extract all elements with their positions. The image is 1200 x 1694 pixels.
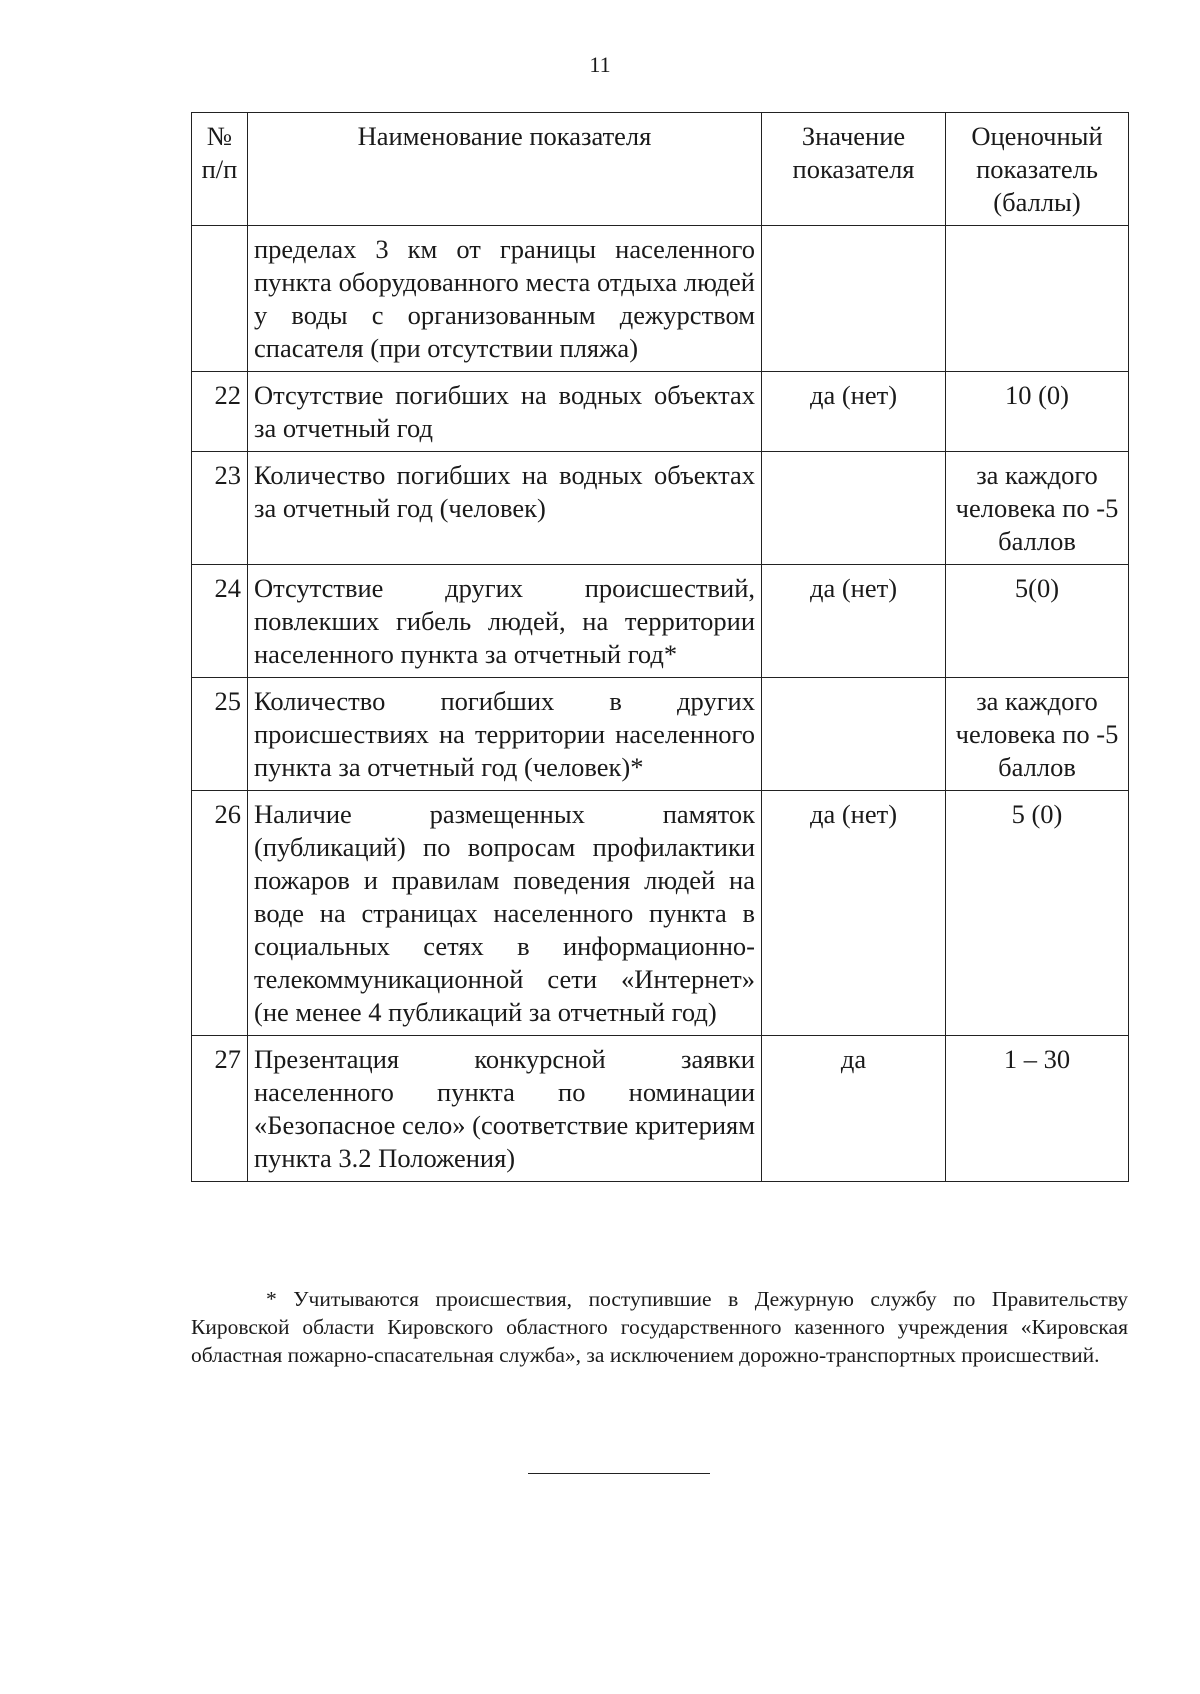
row-score: 1 – 30 <box>946 1036 1129 1182</box>
row-indicator-value <box>762 226 946 372</box>
table-row <box>192 1036 1129 1182</box>
row-indicator-name: Отсутствие погибших на водных объектах за отчетный год <box>248 372 762 452</box>
row-indicator-name: Отсутствие других происшествий, повлекших гибель людей, на территории населенного пункта за отчетный год* <box>248 565 762 678</box>
row-indicator-value: да (нет) <box>762 372 946 452</box>
row-number: 27 <box>192 1036 248 1182</box>
header-value: Значение показателя <box>762 113 946 226</box>
page-number: 11 <box>589 52 611 77</box>
table-row <box>192 791 1129 1036</box>
header-score: Оценочный показатель (баллы) <box>946 113 1129 226</box>
table-row <box>192 226 1129 372</box>
row-indicator-name: Количество погибших в других происшествиях на территории населенного пункта за отчетный год (человек)* <box>248 678 762 791</box>
table-row <box>192 452 1129 565</box>
row-score: за каждого человека по -5 баллов <box>946 452 1129 565</box>
row-indicator-value <box>762 452 946 565</box>
row-number: 24 <box>192 565 248 678</box>
row-indicator-name: Наличие размещенных памяток (публикаций) по вопросам профилактики пожаров и правилам поведения людей на воде на страницах населенного пункта в социальных сетях в информационно-телекоммуникационной сети «Интернет» (не менее 4 публикаций за отчетный год) <box>248 791 762 1036</box>
row-number: 25 <box>192 678 248 791</box>
row-score: 5(0) <box>946 565 1129 678</box>
row-score: 5 (0) <box>946 791 1129 1036</box>
row-score <box>946 226 1129 372</box>
row-indicator-name: Презентация конкурсной заявки населенного пункта по номинации «Безопасное село» (соответствие критериям пункта 3.2 Положения) <box>248 1036 762 1182</box>
table-row <box>192 678 1129 791</box>
row-number <box>192 226 248 372</box>
row-indicator-value <box>762 678 946 791</box>
header-num: № п/п <box>192 113 248 226</box>
row-score: за каждого человека по -5 баллов <box>946 678 1129 791</box>
row-indicator-value: да (нет) <box>762 565 946 678</box>
table-row <box>192 565 1129 678</box>
row-indicator-value: да (нет) <box>762 791 946 1036</box>
row-score: 10 (0) <box>946 372 1129 452</box>
row-indicator-value: да <box>762 1036 946 1182</box>
row-indicator-name: пределах 3 км от границы населенного пункта оборудованного места отдыха людей у воды с организованным дежурством спасателя (при отсутствии пляжа) <box>248 226 762 372</box>
footnote: * Учитываются происшествия, поступившие в Дежурную службу по Правительству Кировской области Кировского областного государственного казенного учреждения «Кировская областная пожарно-спасательная служба», за исключением дорожно-транспортных происшествий. <box>191 1286 1128 1367</box>
row-number: 22 <box>192 372 248 452</box>
end-separator-line <box>528 1473 710 1474</box>
row-indicator-name: Количество погибших на водных объектах за отчетный год (человек) <box>248 452 762 565</box>
indicators-table <box>191 112 1129 1182</box>
row-number: 23 <box>192 452 248 565</box>
table-row <box>192 372 1129 452</box>
header-name: Наименование показателя <box>248 113 762 226</box>
row-number: 26 <box>192 791 248 1036</box>
table-header-row <box>192 113 1129 226</box>
